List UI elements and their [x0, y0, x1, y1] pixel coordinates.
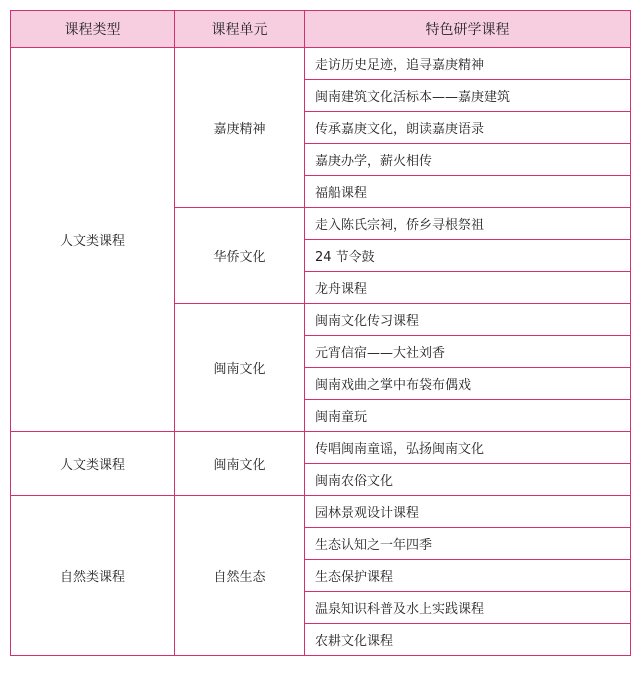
table-row	[11, 48, 631, 80]
course-cell: 闽南建筑文化活标本——嘉庚建筑	[305, 80, 631, 112]
course-cell: 闽南童玩	[305, 400, 631, 432]
course-cell: 生态保护课程	[305, 560, 631, 592]
course-unit-cell: 自然生态	[175, 496, 305, 656]
course-type-cell: 人文类课程	[11, 48, 175, 432]
table-row	[11, 496, 631, 528]
course-type-cell: 人文类课程	[11, 432, 175, 496]
course-cell: 24 节令鼓	[305, 240, 631, 272]
course-cell: 走入陈氏宗祠，侨乡寻根祭祖	[305, 208, 631, 240]
course-type-cell: 自然类课程	[11, 496, 175, 656]
course-cell: 农耕文化课程	[305, 624, 631, 656]
course-unit-cell: 闽南文化	[175, 304, 305, 432]
course-cell: 走访历史足迹，追寻嘉庚精神	[305, 48, 631, 80]
course-unit-cell: 华侨文化	[175, 208, 305, 304]
course-cell: 嘉庚办学，薪火相传	[305, 144, 631, 176]
course-cell: 传承嘉庚文化，朗读嘉庚语录	[305, 112, 631, 144]
course-cell: 闽南农俗文化	[305, 464, 631, 496]
course-cell: 闽南文化传习课程	[305, 304, 631, 336]
course-cell: 传唱闽南童谣，弘扬闽南文化	[305, 432, 631, 464]
header-featured-course: 特色研学课程	[305, 11, 631, 48]
course-table	[10, 10, 631, 656]
course-unit-cell: 嘉庚精神	[175, 48, 305, 208]
course-cell: 龙舟课程	[305, 272, 631, 304]
course-cell: 温泉知识科普及水上实践课程	[305, 592, 631, 624]
course-cell: 元宵信宿——大社刘香	[305, 336, 631, 368]
table-header-row	[11, 11, 631, 48]
header-course-type: 课程类型	[11, 11, 175, 48]
course-cell: 生态认知之一年四季	[305, 528, 631, 560]
course-unit-cell: 闽南文化	[175, 432, 305, 496]
course-cell: 园林景观设计课程	[305, 496, 631, 528]
table-row	[11, 432, 631, 464]
course-cell: 闽南戏曲之掌中布袋布偶戏	[305, 368, 631, 400]
header-course-unit: 课程单元	[175, 11, 305, 48]
course-cell: 福船课程	[305, 176, 631, 208]
